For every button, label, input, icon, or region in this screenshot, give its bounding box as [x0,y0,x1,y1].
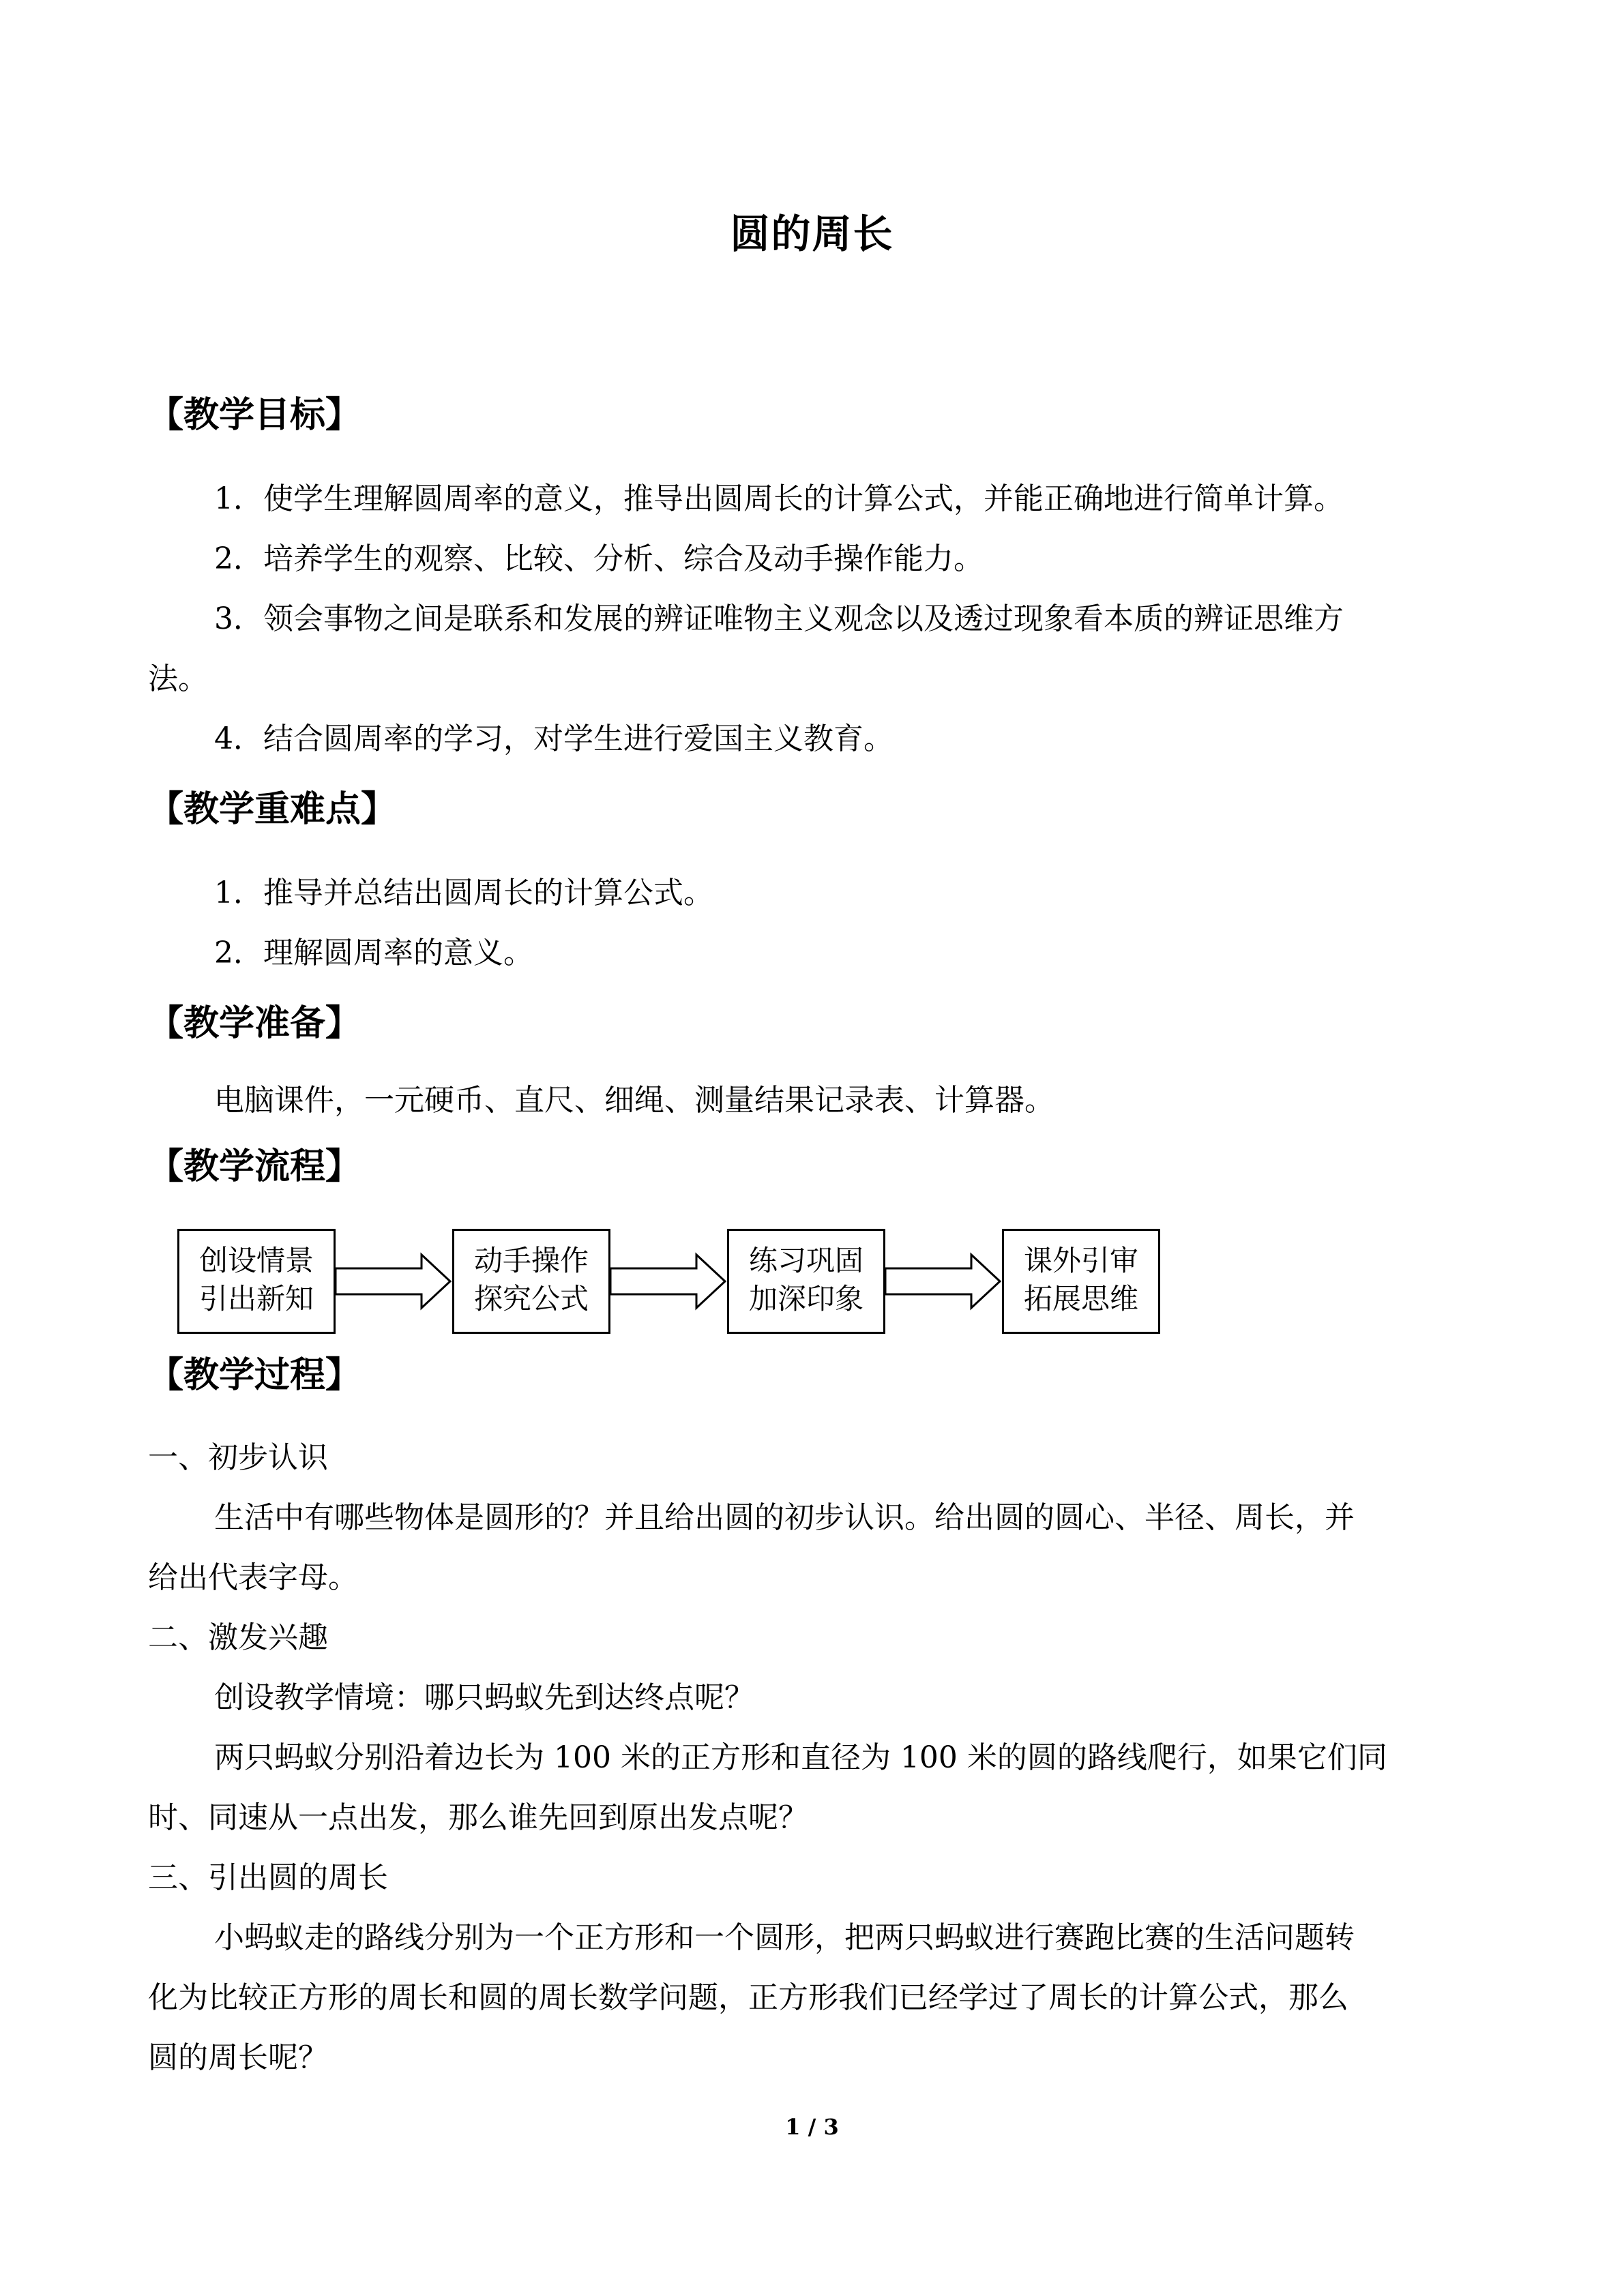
heading-preparation: 【教学准备】 [148,1003,361,1044]
flow-arrow-3 [885,1255,1000,1308]
flow-step-3 [727,1229,885,1334]
process-paragraph-line: 小蚂蚁走的路线分别为一个正方形和一个圆形，把两只蚂蚁进行赛跑比赛的生活问题转 [214,1920,1355,1955]
flow-step-line: 探究公式 [473,1282,589,1315]
objective-item: 4．结合圆周率的学习，对学生进行爱国主义教育。 [214,721,894,756]
flow-step-4 [1002,1229,1160,1334]
process-paragraph-line: 创设教学情境：哪只蚂蚁先到达终点呢？ [214,1680,754,1715]
flow-step-line: 动手操作 [473,1244,589,1277]
process-part-title: 三、引出圆的周长 [148,1860,388,1895]
objective-item: 1．使学生理解圆周率的意义，推导出圆周长的计算公式，并能正确地进行简单计算。 [214,481,1344,516]
flow-step-1 [177,1229,336,1334]
process-paragraph-line: 圆的周长呢？ [148,2040,328,2075]
heading-process: 【教学过程】 [148,1355,361,1396]
preparation-text: 电脑课件，一元硬币、直尺、细绳、测量结果记录表、计算器。 [214,1083,1054,1118]
flow-arrow-1 [336,1255,450,1308]
flow-step-2 [452,1229,610,1334]
heading-flow: 【教学流程】 [148,1146,361,1187]
process-paragraph-line: 两只蚂蚁分别沿着边长为 100 米的正方形和直径为 100 米的圆的路线爬行，如果它们同 [214,1740,1387,1775]
page-number: 1 / 3 [785,2114,839,2140]
heading-key-points: 【教学重难点】 [148,789,397,830]
key-point-item: 2．理解圆周率的意义。 [214,936,533,970]
document-title: 圆的周长 [730,211,894,257]
flow-arrow-2 [610,1255,725,1308]
process-part-title: 一、初步认识 [148,1440,328,1475]
flow-step-line: 课外引审 [1023,1244,1138,1277]
objective-item: 2．培养学生的观察、比较、分析、综合及动手操作能力。 [214,541,984,576]
process-paragraph-line: 化为比较正方形的周长和圆的周长数学问题，正方形我们已经学过了周长的计算公式，那么 [148,1980,1348,2015]
process-paragraph-line: 时、同速从一点出发，那么谁先回到原出发点呢？ [148,1800,808,1835]
objective-item: 法。 [148,661,208,696]
heading-objectives: 【教学目标】 [148,395,361,436]
process-paragraph-line: 给出代表字母。 [148,1560,358,1595]
objective-item: 3．领会事物之间是联系和发展的辨证唯物主义观念以及透过现象看本质的辨证思维方 [214,601,1344,636]
flow-step-line: 创设情景 [198,1244,314,1277]
flow-step-line: 练习巩固 [748,1244,863,1277]
flow-step-line: 拓展思维 [1023,1282,1138,1315]
flow-step-line: 引出新知 [198,1282,314,1315]
process-paragraph-line: 生活中有哪些物体是圆形的？并且给出圆的初步认识。给出圆的圆心、半径、周长，并 [214,1500,1355,1535]
process-part-title: 二、激发兴趣 [148,1620,328,1655]
key-point-item: 1．推导并总结出圆周长的计算公式。 [214,876,713,910]
flow-step-line: 加深印象 [748,1282,863,1315]
